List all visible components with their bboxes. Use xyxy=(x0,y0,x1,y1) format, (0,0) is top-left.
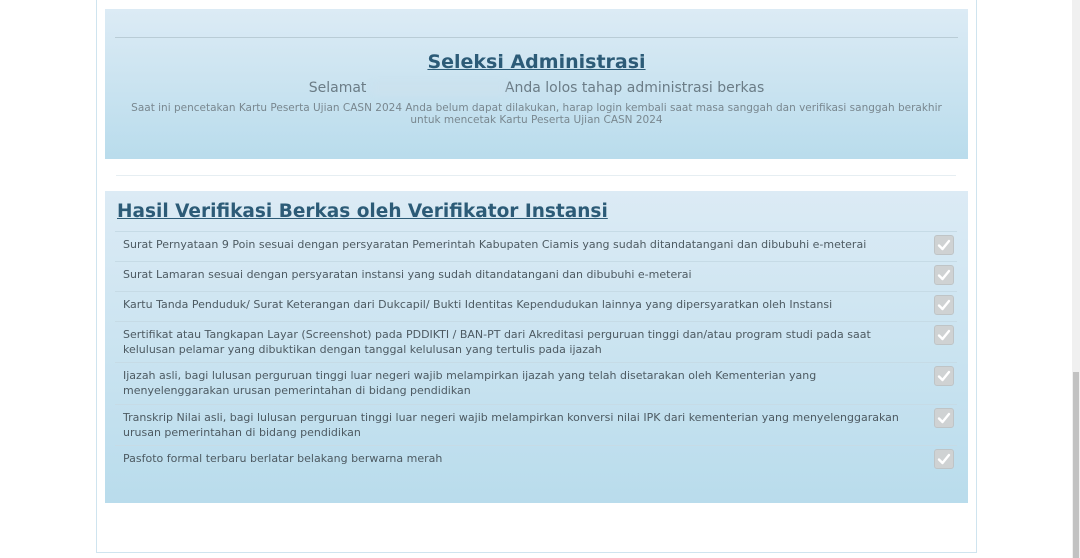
list-item xyxy=(115,231,957,262)
panel-divider xyxy=(115,37,958,38)
list-item xyxy=(115,445,957,476)
verifikasi-title: Hasil Verifikasi Berkas oleh Verifikator Instansi xyxy=(117,201,608,222)
seleksi-title: Seleksi Administrasi xyxy=(427,51,646,73)
check-icon xyxy=(937,298,951,312)
list-item xyxy=(115,404,957,446)
print-card-note: Saat ini pencetakan Kartu Peserta Ujian CASN 2024 Anda belum dapat dilakukan, harap login kembali saat masa sanggah dan verifikasi sanggah berakhir untuk mencetak Kartu Peserta Ujian CASN 2024 xyxy=(131,102,942,126)
check-icon xyxy=(937,328,951,342)
check-icon xyxy=(937,238,951,252)
scrollbar-thumb[interactable] xyxy=(1073,372,1079,558)
check-icon xyxy=(937,411,951,425)
check-icon xyxy=(937,268,951,282)
item-label: Kartu Tanda Penduduk/ Surat Keterangan dari Dukcapil/ Bukti Identitas Kependudukan lainnya yang dipersyaratkan oleh Instansi xyxy=(123,298,833,311)
item-label: Surat Pernyataan 9 Poin sesuai dengan persyaratan Pemerintah Kabupaten Ciamis yang sudah ditandatangani dan dibubuhi e-meterai xyxy=(123,238,867,251)
congrats-prefix: Selamat xyxy=(308,80,367,96)
seleksi-administrasi-panel xyxy=(105,9,968,159)
page-scrollbar[interactable] xyxy=(1072,0,1080,558)
item-label: Surat Lamaran sesuai dengan persyaratan instansi yang sudah ditandatangani dan dibubuhi e-meterai xyxy=(123,268,692,281)
item-label: Ijazah asli, bagi lulusan perguruan tinggi luar negeri wajib melampirkan ijazah yang telah disetarakan oleh Kementerian yang menyelenggarakan urusan pemerintahan di bidang pendidikan xyxy=(123,369,817,397)
checkbox-checked[interactable] xyxy=(934,265,954,285)
verifikasi-panel xyxy=(105,191,968,503)
list-item xyxy=(115,321,957,363)
check-icon xyxy=(937,452,951,466)
item-label: Sertifikat atau Tangkapan Layar (Screenshot) pada PDDIKTI / BAN-PT dari Akreditasi perguruan tinggi dan/atau program studi pada saat kelulusan pelamar yang dibuktikan dengan tanggal kelulusan yang tertulis pada ijazah xyxy=(123,328,871,356)
redacted-name xyxy=(373,82,505,94)
checkbox-checked[interactable] xyxy=(934,366,954,386)
congrats-suffix: Anda lolos tahap administrasi berkas xyxy=(504,80,765,96)
checkbox-checked[interactable] xyxy=(934,295,954,315)
congrats-message xyxy=(105,80,968,96)
check-icon xyxy=(937,369,951,383)
list-item xyxy=(115,291,957,322)
checkbox-checked[interactable] xyxy=(934,408,954,428)
section-divider xyxy=(116,175,956,176)
item-label: Transkrip Nilai asli, bagi lulusan perguruan tinggi luar negeri wajib melampirkan konversi nilai IPK dari kementerian yang menyelenggarakan urusan pemerintahan di bidang pendidikan xyxy=(123,411,899,439)
item-label: Pasfoto formal terbaru berlatar belakang berwarna merah xyxy=(123,452,443,465)
checkbox-checked[interactable] xyxy=(934,325,954,345)
list-item xyxy=(115,261,957,292)
list-item xyxy=(115,362,957,405)
checkbox-checked[interactable] xyxy=(934,449,954,469)
checkbox-checked[interactable] xyxy=(934,235,954,255)
